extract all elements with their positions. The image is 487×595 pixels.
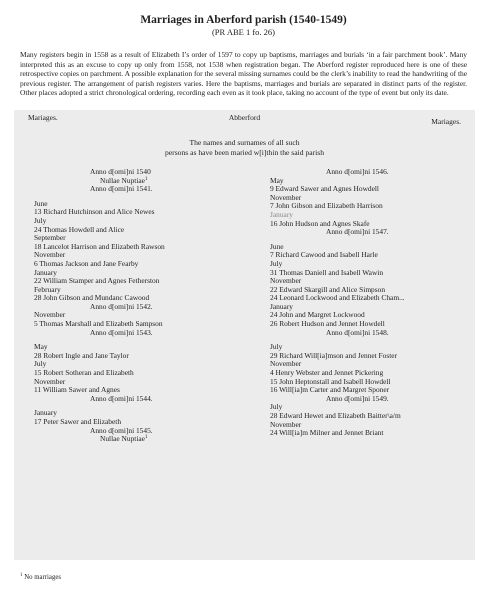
line-text: 18 Lancelot Harrison and Elizabeth Rawson <box>34 241 165 251</box>
footnote <box>20 574 61 581</box>
line-text: 28 Robert Ingle and Jane Taylor <box>34 350 129 360</box>
line-text: 6 Thomas Jackson and Jane Fearby <box>34 258 139 268</box>
line-text: Anno d[omi]ni 1540 <box>90 166 151 176</box>
year-heading <box>270 168 470 177</box>
line-text: 9 Edward Sawer and Agnes Howdell <box>270 184 379 194</box>
line-text: 24 Leonard Lockwood and Elizabeth Cham... <box>270 293 405 303</box>
line-text: 22 William Stamper and Agnes Fetherston <box>34 276 160 286</box>
header-parish-name: Abberford <box>228 112 261 122</box>
line-text: May <box>270 175 284 185</box>
line-text: 5 Thomas Marshall and Elizabeth Sampson <box>34 319 163 329</box>
marriage-entry <box>34 277 244 286</box>
line-text: July <box>270 342 283 352</box>
line-text: Anno d[omi]ni 1544. <box>90 393 153 403</box>
register-columns <box>28 168 461 528</box>
line-text: November <box>270 419 302 429</box>
year-heading <box>270 395 470 404</box>
marriage-entry <box>270 202 470 211</box>
line-text: January <box>34 408 57 418</box>
line-text: September <box>34 233 66 243</box>
marriage-entry <box>34 243 244 252</box>
line-text: Anno d[omi]ni 1546. <box>326 166 389 176</box>
intro-paragraph: Many registers begin in 1558 as a result of Elizabeth I’s order of 1597 to copy up baptisms, marriages and burials ‘in a fair parchment book’. Many interpreted this as an excuse to copy up only from 1558, not 1538 when registration began. The Aberford register reproduced here is one of these retrospective copies on parchment. A possible explanation for the several missing surnames could be the clerk’s inability to read the handwriting of the previous register. The arrangement of parish registers varies. Here the baptisms, marriages and burials are separated in distinct parts of the register. Other places adopted a strict chronological ordering, recording each even as it took place, taking no account of the type of event but only its date. <box>20 50 467 98</box>
line-text: June <box>270 241 284 251</box>
line-text: November <box>270 359 302 369</box>
line-text: June <box>34 198 48 208</box>
page-title: Marriages in Aberford parish (1540-1549) <box>140 14 347 26</box>
line-text: 15 Robert Sotheran and Elizabeth <box>34 368 134 378</box>
marriage-entry <box>270 429 470 438</box>
line-text: 31 Thomas Daniell and Isabell Wawin <box>270 267 384 277</box>
header-left-label: Mariages. <box>28 112 58 122</box>
no-marriages-note <box>34 435 244 444</box>
year-heading <box>34 329 244 338</box>
register-heading-line: persons as have been maried w[i]thin the said parish <box>165 147 324 157</box>
line-text: Nullae Nuptiae <box>100 434 145 444</box>
line-text: January <box>270 301 293 311</box>
line-text: Anno d[omi]ni 1547. <box>326 227 389 237</box>
line-text: November <box>34 376 66 386</box>
year-heading <box>270 228 470 237</box>
line-text: 17 Peter Sawer and Elizabeth <box>34 417 122 426</box>
footnote-marker: 1 <box>20 573 23 578</box>
line-text: 28 John Gibson and Mundanc Cawood <box>34 293 150 303</box>
year-heading <box>34 395 244 404</box>
footnote-ref: 1 <box>144 435 148 441</box>
marriage-entry <box>34 369 244 378</box>
line-text: 16 Will[ia]m Carter and Margret Sponer <box>270 385 390 395</box>
page-reference: (PR ABE 1 fo. 26) <box>211 27 276 37</box>
right-column <box>270 168 470 438</box>
line-text: 26 Robert Hudson and Jennet Howdell <box>270 319 385 329</box>
line-text: May <box>34 342 48 352</box>
line-text: Anno d[omi]ni 1543. <box>90 327 153 337</box>
year-heading <box>270 329 470 338</box>
line-text: 29 Richard Will[ia]mson and Jennet Foster <box>270 350 398 360</box>
line-text: January <box>270 209 293 219</box>
line-text: 28 Edward Hewet and Elizabeth Baitter\a/m <box>270 411 401 420</box>
register-transcript <box>14 110 475 560</box>
line-text: July <box>270 402 283 412</box>
line-text: 7 John Gibson and Elizabeth Harrison <box>270 201 383 211</box>
line-text: November <box>34 310 66 320</box>
marriage-entry <box>34 208 244 217</box>
header-right-label: Mariages. <box>431 116 461 126</box>
year-heading <box>34 303 244 312</box>
line-text: Anno d[omi]ni 1541. <box>90 184 153 194</box>
line-text: Anno d[omi]ni 1545. <box>90 425 153 435</box>
register-heading-line: The names and surnames of all such <box>189 137 300 147</box>
line-text: July <box>34 359 47 369</box>
footnote-ref: 1 <box>144 176 148 182</box>
marriage-entry <box>270 294 470 303</box>
line-text: 24 Will[ia]m Milner and Jennet Briant <box>270 428 384 438</box>
line-text: 22 Edward Skargill and Alice Simpson <box>270 284 386 294</box>
line-text: 13 Richard Hutchinson and Alice Newes <box>34 207 155 217</box>
marriage-entry <box>34 260 244 269</box>
line-text: Nullae Nuptiae <box>100 175 145 185</box>
line-text: 24 Thomas Howdell and Alice <box>34 224 125 234</box>
marriage-entry <box>34 352 244 361</box>
line-text: July <box>34 215 47 225</box>
marriage-entry <box>270 251 470 260</box>
line-text: 15 John Heptonstall and Isabell Howdell <box>270 376 391 386</box>
year-heading <box>34 185 244 194</box>
line-text: 16 John Hudson and Agnes Skafe <box>270 218 370 228</box>
line-text: July <box>270 258 283 268</box>
line-text: 7 Richard Cawood and Isabell Harle <box>270 250 378 260</box>
register-heading <box>28 138 461 158</box>
line-text: 4 Henry Webster and Jennet Pickering <box>270 368 384 378</box>
line-text: November <box>270 192 302 202</box>
line-text: January <box>34 267 57 277</box>
line-text: Anno d[omi]ni 1542. <box>90 301 153 311</box>
line-text: November <box>270 276 302 286</box>
left-column <box>34 168 244 444</box>
footnote-text: No marriages <box>24 574 62 581</box>
line-text: November <box>34 250 66 260</box>
line-text: 11 William Sawer and Agnes <box>34 385 120 395</box>
line-text: Anno d[omi]ni 1549. <box>326 393 389 403</box>
line-text: 24 John and Margret Lockwood <box>270 310 365 320</box>
transcript-header <box>28 110 461 128</box>
line-text: February <box>34 284 61 294</box>
line-text: Anno d[omi]ni 1548. <box>326 327 389 337</box>
